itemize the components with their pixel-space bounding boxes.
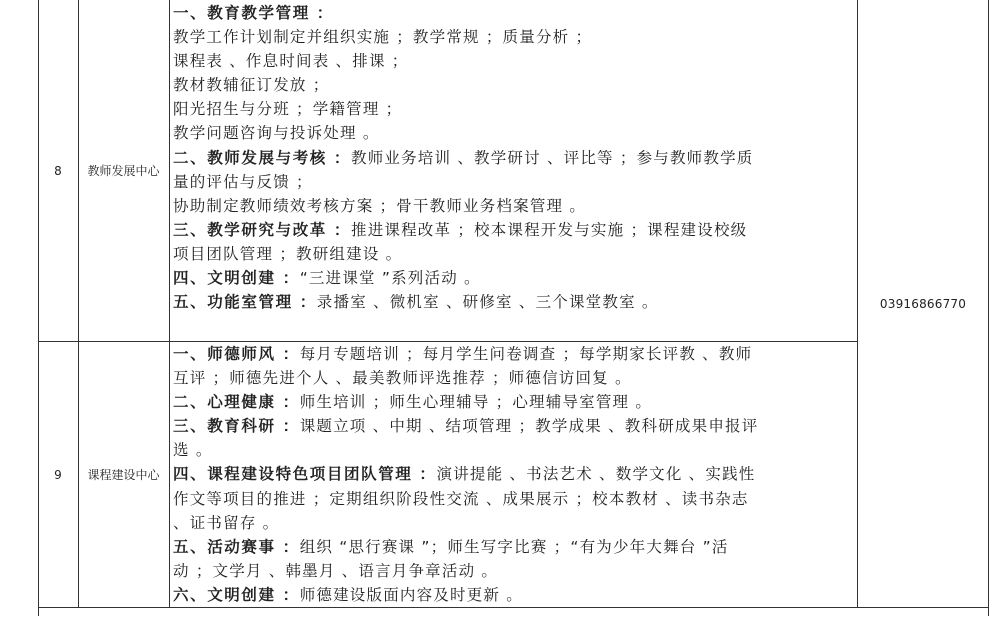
duty-description [173, 1, 853, 314]
content-line [173, 511, 853, 535]
content-line [173, 583, 853, 607]
content-line [173, 366, 853, 390]
duty-text: 互评 ；师德先进个人 、最美教师评选推荐 ；师德信访回复 。 [173, 369, 632, 388]
duty-text: 教学问题咨询与投诉处理 。 [173, 124, 380, 143]
duty-text: 课程表 、作息时间表 、排课 ； [173, 52, 409, 71]
content-line [173, 535, 853, 559]
duty-text: 演讲提能 、书法艺术 、数学文化 、实践性 [436, 465, 756, 484]
content-line [173, 121, 853, 145]
duty-text: 协助制定教师绩效考核方案 ；骨干教师业务档案管理 。 [173, 196, 587, 215]
duty-text: 教师业务培训 、教学研讨 、评比等 ；参与教师教学质 [351, 148, 754, 167]
content-line [173, 1, 853, 25]
section-heading: 二、心理健康 ： [173, 393, 300, 412]
duty-text: 量的评估与反馈 ； [173, 172, 313, 191]
content-line [173, 194, 853, 218]
content-line [173, 146, 853, 170]
section-heading: 一、教育教学管理 ： [173, 4, 334, 22]
content-line [173, 438, 853, 462]
duty-text: 课题立项 、中期 、结项管理 ；教学成果 、教科研成果申报评 [299, 417, 759, 436]
content-line [173, 25, 853, 49]
section-heading: 四、课程建设特色项目团队管理 ： [173, 465, 437, 484]
duty-description [173, 342, 853, 607]
content-line [173, 414, 853, 438]
contact-phone: 03916866770 [879, 296, 967, 311]
section-heading: 五、活动赛事 ： [173, 537, 300, 556]
section-heading: 四、文明创建 ： [173, 269, 300, 288]
content-line [173, 266, 853, 290]
row-number: 9 [54, 467, 62, 482]
duty-text: 选 。 [173, 441, 213, 460]
department-name: 教师发展中心 [87, 164, 160, 178]
content-line [173, 290, 853, 314]
duty-text: 推进课程改革 ；校本课程开发与实施 ；课程建设校级 [351, 220, 748, 239]
duty-text: 组织 “思行赛课 ”；师生写字比赛 ；“有为少年大舞台 ”活 [299, 537, 729, 556]
content-line [173, 218, 853, 242]
duty-text: 阳光招生与分班 ；学籍管理 ； [173, 100, 403, 119]
duty-text: 、证书留存 。 [173, 513, 280, 532]
content-line [173, 97, 853, 121]
duty-text: 师德建设版面内容及时更新 。 [299, 585, 523, 604]
content-line [173, 73, 853, 97]
content-line [173, 390, 853, 414]
content-line [173, 170, 853, 194]
content-line [173, 242, 853, 266]
duty-text: 作文等项目的推进 ；定期组织阶段性交流 、成果展示 ；校本教材 、读书杂志 [173, 489, 749, 508]
duty-text: 录播室 、微机室 、研修室 、三个课堂教室 。 [316, 293, 659, 312]
section-heading: 五、功能室管理 ： [173, 293, 317, 312]
section-heading: 六、文明创建 ： [173, 585, 300, 604]
section-heading: 三、教学研究与改革 ： [173, 220, 351, 239]
table-border-right [988, 0, 989, 616]
section-heading: 一、师德师风 ： [173, 345, 300, 363]
content-line [173, 49, 853, 73]
duty-text: 项目团队管理 ；教研组建设 。 [173, 244, 403, 263]
duty-text: “三进课堂 ”系列活动 。 [299, 269, 481, 288]
row-number: 8 [54, 163, 62, 178]
content-line [173, 487, 853, 511]
duty-text: 每月专题培训 ；每月学生问卷调查 ；每学期家长评教 、教师 [299, 345, 753, 363]
section-heading: 二、教师发展与考核 ： [173, 148, 351, 167]
content-line [173, 559, 853, 583]
content-line [173, 462, 853, 486]
duty-text: 师生培训 ；师生心理辅导 ；心理辅导室管理 。 [299, 393, 653, 412]
duty-text: 教材教辅征订发放 ； [173, 76, 330, 95]
duty-text: 教学工作计划制定并组织实施 ；教学常规 ；质量分析 ； [173, 28, 593, 47]
table-divider-dept [169, 0, 170, 607]
content-line [173, 342, 853, 366]
section-heading: 三、教育科研 ： [173, 417, 300, 436]
duty-text: 动 ；文学月 、韩墨月 、语言月争章活动 。 [173, 561, 499, 580]
department-name: 课程建设中心 [87, 468, 160, 482]
